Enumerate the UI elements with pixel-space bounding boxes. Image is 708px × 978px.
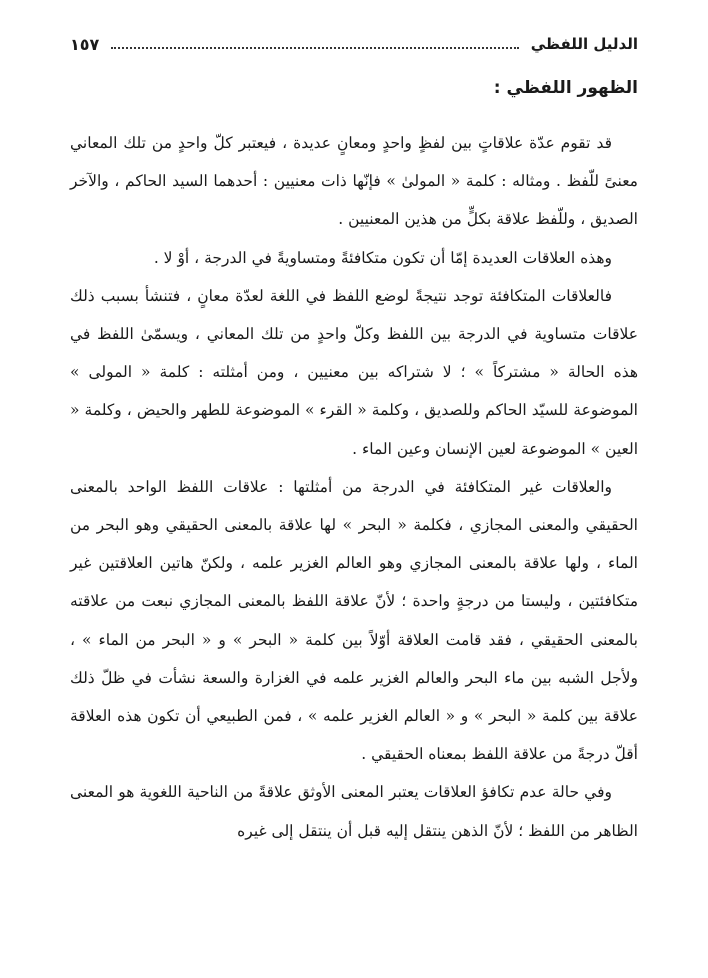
paragraph: والعلاقات غير المتكافئة في الدرجة من أمثلتها : علاقات اللفظ الواحد بالمعنى الحقيقي والمعنى المجازي ، فكلمة « البحر » لها علاقة بالمعنى الحقيقي وهو البحر من الماء ، ولها علاقة بالمعنى المجازي وهو العالم الغزير علمه ، ولكنّ هاتين العلاقتين غير متكافئتين ، وليستا من درجةٍ واحدة ؛ لأنّ علاقة اللفظ بالمعنى المجازي نبعت من علاقته بالمعنى الحقيقي ، فقد قامت العلاقة أوّلاً بين كلمة « البحر » و « البحر من الماء » ، ولأجل الشبه بين ماء البحر والعالم الغزير علمه في الغزارة والسعة نشأت في ظلّ ذلك علاقة بين كلمة « البحر » و « العالم الغزير علمه » ، فمن الطبيعي أن تكون هذه العلاقة أقلّ درجةً من علاقة اللفظ بمعناه الحقيقي . [70, 477, 638, 764]
paragraph: فالعلاقات المتكافئة توجد نتيجةً لوضع اللفظ في اللغة لعدّة معانٍ ، فتنشأ بسبب ذلك علاقات متساوية في الدرجة بين اللفظ وكلّ واحدٍ من تلك المعاني ، ويسمّىٰ اللفظ في هذه الحالة « مشتركاً » ؛ لا شتراكه بين معنيين ، ومن أمثلته : كلمة « المولى » الموضوعة للسيّد الحاكم وللصديق ، وكلمة « القرء » الموضوعة للطهر والحيض ، وكلمة « العين » الموضوعة لعين الإنسان وعين الماء . [70, 286, 638, 458]
paragraph: وفي حالة عدم تكافؤ العلاقات يعتبر المعنى الأوثق علاقةً من الناحية اللغوية هو المعنى الظاهر من اللفظ ؛ لأنّ الذهن ينتقل إليه قبل أن ينتقل إلى غيره [70, 783, 638, 840]
body-text [70, 124, 638, 850]
paragraph: قد تقوم عدّة علاقاتٍ بين لفظٍ واحدٍ ومعانٍ عديدة ، فيعتبر كلّ واحدٍ من تلك المعاني معنىً للّفظ . ومثاله : كلمة « المولىٰ » فإنّها ذات معنيين : أحدهما السيد الحاكم ، والآخر الصديق ، وللّفظ علاقة بكلٍّ من هذين المعنيين . [70, 134, 638, 229]
section-heading: الظهور اللفظي : [493, 78, 638, 98]
page-number: ١٥٧ [70, 34, 100, 54]
running-header [70, 30, 638, 58]
header-dot-leader [111, 47, 518, 49]
paragraph: وهذه العلاقات العديدة إمّا أن تكون متكافئةً ومتساويةً في الدرجة ، أوْ لا . [153, 248, 612, 267]
running-title: الدليل اللفظي [530, 35, 638, 53]
